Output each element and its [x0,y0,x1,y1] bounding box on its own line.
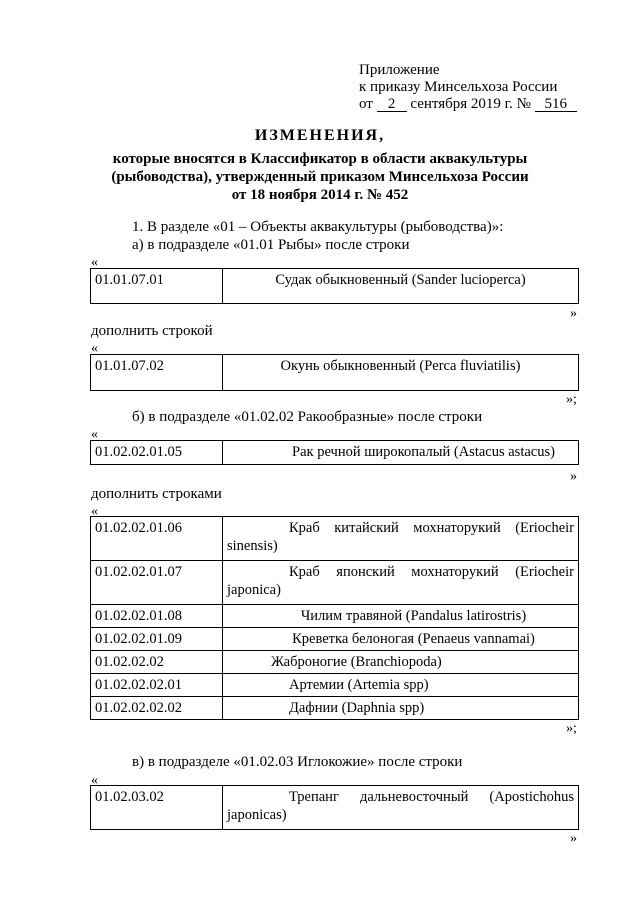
row-name: Артемии (Artemia spp) [223,674,579,697]
row-name: Чилим травяной (Pandalus latirostris) [223,605,579,628]
appendix-label: Приложение [359,62,440,78]
row-name: Окунь обыкновенный (Perca fluviatilis) [223,355,579,391]
row-name [223,786,579,830]
table-row [91,605,579,628]
name-continuation: japonica) [227,582,281,598]
quote-close: » [570,831,577,846]
quote-close: » [570,306,577,321]
order-reference: к приказу Минсельхоза России [359,79,558,95]
name-continuation: sinensis) [227,538,278,554]
table-row [91,674,579,697]
row-code: 01.02.02.01.08 [91,605,223,628]
row-code: 01.02.03.02 [91,786,223,830]
name-word: дальневосточный [359,789,469,805]
table-row [91,786,579,830]
row-name [223,517,579,561]
table-row [91,697,579,720]
row-name: Креветка белоногая (Penaeus vannamai) [223,628,579,651]
table-row [91,651,579,674]
paragraph-b: б) в подразделе «01.02.02 Ракообразные» после строки [132,409,483,425]
table-row [91,628,579,651]
row-code: 01.01.07.02 [91,355,223,391]
name-word: Краб [289,564,320,580]
order-day: 2 [377,97,407,112]
quote-open: « [91,427,98,442]
name-continuation: japonicas) [227,807,287,823]
table-row [91,561,579,605]
name-word: мохнаторукий [413,520,501,536]
title-line-2: (рыбоводства), утвержденный приказом Минсельхоза России [111,169,529,185]
order-number: 516 [535,97,577,112]
row-name [223,561,579,605]
add-rows-label: дополнить строками [91,486,222,502]
row-code: 01.02.02.01.06 [91,517,223,561]
table-b-added [90,516,579,720]
row-code: 01.02.02.01.05 [91,441,223,465]
name-word: китайский [334,520,399,536]
quote-open: « [91,341,98,356]
table-b-existing [90,440,579,465]
name-word: японский [336,564,395,580]
name-word: (Eriocheir [515,520,574,536]
section-1-heading: 1. В разделе «01 – Объекты аквакультуры (рыбоводства)»: [132,219,504,235]
table-row [91,441,579,465]
table-row [91,517,579,561]
quote-open: « [91,773,98,788]
name-word: (Apostichohus [489,789,574,805]
name-word: Трепанг [289,789,339,805]
quote-open: « [91,255,98,270]
quote-open: « [91,504,98,519]
table-a-existing [90,268,579,304]
add-row-label: дополнить строкой [91,323,213,339]
name-word: мохнаторукий [411,564,499,580]
row-name: Жаброногие (Branchiopoda) [223,651,579,674]
order-date-line [359,96,577,113]
row-code: 01.02.02.01.07 [91,561,223,605]
quote-close: » [570,469,577,484]
paragraph-c: в) в подразделе «01.02.03 Иглокожие» после строки [132,754,463,770]
row-code: 01.02.02.01.09 [91,628,223,651]
row-name: Дафнии (Daphnia spp) [223,697,579,720]
row-code: 01.02.02.02.02 [91,697,223,720]
table-a-added [90,354,579,391]
quote-close-semicolon: »; [566,392,577,407]
name-word: Краб [289,520,320,536]
title-line-1: которые вносятся в Классификатор в области аквакультуры [112,151,528,167]
document-title: ИЗМЕНЕНИЯ, [254,127,386,144]
row-code: 01.02.02.02.01 [91,674,223,697]
title-line-3: от 18 ноября 2014 г. № 452 [231,187,409,203]
quote-close-semicolon: »; [566,721,577,736]
table-c-existing [90,785,579,830]
date-middle: сентября 2019 г. № [410,96,531,112]
row-name: Рак речной широкопалый (Astacus astacus) [223,441,579,465]
paragraph-a: а) в подразделе «01.01 Рыбы» после строки [132,237,410,253]
row-name: Судак обыкновенный (Sander lucioperca) [223,269,579,304]
date-prefix: от [359,96,373,112]
table-row [91,355,579,391]
row-code: 01.01.07.01 [91,269,223,304]
name-word: (Eriocheir [515,564,574,580]
row-code: 01.02.02.02 [91,651,223,674]
table-row [91,269,579,304]
